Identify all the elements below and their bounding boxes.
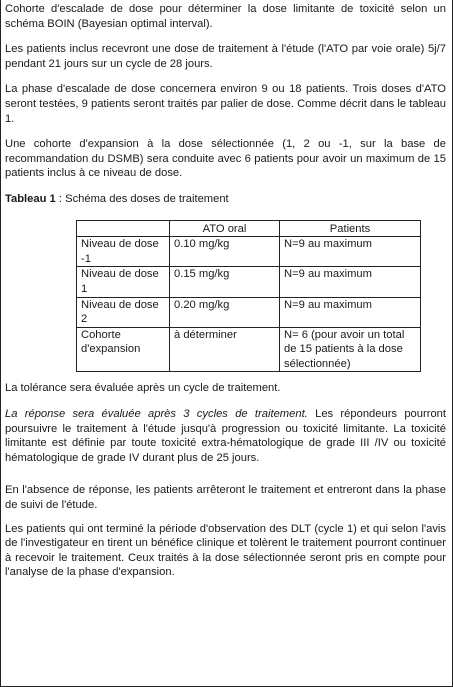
table-cell-level: Niveau de dose 1 bbox=[77, 267, 170, 297]
paragraph-tolerance: La tolérance sera évaluée après un cycle de traitement. bbox=[5, 382, 281, 395]
table-cell-level: Cohorte d'expansion bbox=[77, 327, 170, 372]
paragraph-no-response: En l'absence de réponse, les patients arrêteront le traitement et entreront dans la phase de suivi de l'étude. bbox=[5, 484, 446, 512]
table-caption-text: : Schéma des doses de traitement bbox=[55, 192, 229, 205]
table-row bbox=[77, 267, 421, 297]
paragraph-escalation-phase: La phase d'escalade de dose concernera environ 9 ou 18 patients. Trois doses d'ATO seront testées, 9 patients seront traités par palier de dose. Comme décrit dans le tableau 1. bbox=[5, 83, 446, 125]
paragraph-boin-cohort: Cohorte d'escalade de dose pour déterminer la dose limitante de toxicité selon un schéma BOIN (Bayesian optimal interval). bbox=[5, 3, 446, 30]
table-header-patients: Patients bbox=[280, 220, 421, 237]
table-cell-patients: N=9 au maximum bbox=[280, 267, 421, 297]
paragraph-treatment-dose: Les patients inclus recevront une dose de traitement à l'étude (l'ATO par voie orale) 5j/7 pendant 21 jours sur un cycle de 28 jours. bbox=[5, 43, 446, 70]
paragraph-response bbox=[5, 407, 446, 465]
table-caption-label: Tableau 1 bbox=[5, 192, 56, 205]
response-italic-text: La réponse sera évaluée après 3 cycles de traitement. bbox=[5, 408, 308, 421]
table-cell-dose: à déterminer bbox=[170, 327, 280, 372]
paragraph-dlt-observation: Les patients qui ont terminé la période d'observation des DLT (cycle 1) et qui selon l'avis de l'investigateur en tirent un bénéfice clinique et tolèrent le traitement pourront continuer à recevoir le traitement. Ceux traités à la dose sélectionnée seront pris en compte pour l'analyse de la phase d'expansion. bbox=[5, 522, 446, 579]
table-cell-dose: 0.15 mg/kg bbox=[170, 267, 280, 297]
table-cell-dose: 0.20 mg/kg bbox=[170, 297, 280, 327]
response-rest-text: Les répondeurs pourront poursuivre le traitement à l'étude jusqu'à progression ou toxicité limitante. La toxicité limitante est définie par toute toxicité extra-hématologique de grade III /IV ou toxicité hématologique de grade IV durant plus de 25 jours. bbox=[5, 408, 446, 464]
table-cell-level: Niveau de dose 2 bbox=[77, 297, 170, 327]
table-header-row bbox=[77, 220, 421, 237]
table-row bbox=[77, 297, 421, 327]
table-cell-patients: N=9 au maximum bbox=[280, 297, 421, 327]
table-row bbox=[77, 327, 421, 372]
table-header-ato-oral: ATO oral bbox=[170, 220, 280, 237]
table-caption bbox=[5, 192, 446, 207]
table-cell-patients: N= 6 (pour avoir un total de 15 patients à la dose sélectionnée) bbox=[280, 327, 421, 372]
dose-schema-table bbox=[76, 220, 421, 373]
table-cell-patients: N=9 au maximum bbox=[280, 237, 421, 267]
paragraph-expansion-cohort: Une cohorte d'expansion à la dose sélectionnée (1, 2 ou -1, sur la base de recommandation du DSMB) sera conduite avec 6 patients pour avoir un maximum de 15 patients inclus à ce niveau de dose. bbox=[5, 138, 446, 180]
table-cell-dose: 0.10 mg/kg bbox=[170, 237, 280, 267]
table-cell-level: Niveau de dose -1 bbox=[77, 237, 170, 267]
table-header-empty bbox=[77, 220, 170, 237]
table-row bbox=[77, 237, 421, 267]
